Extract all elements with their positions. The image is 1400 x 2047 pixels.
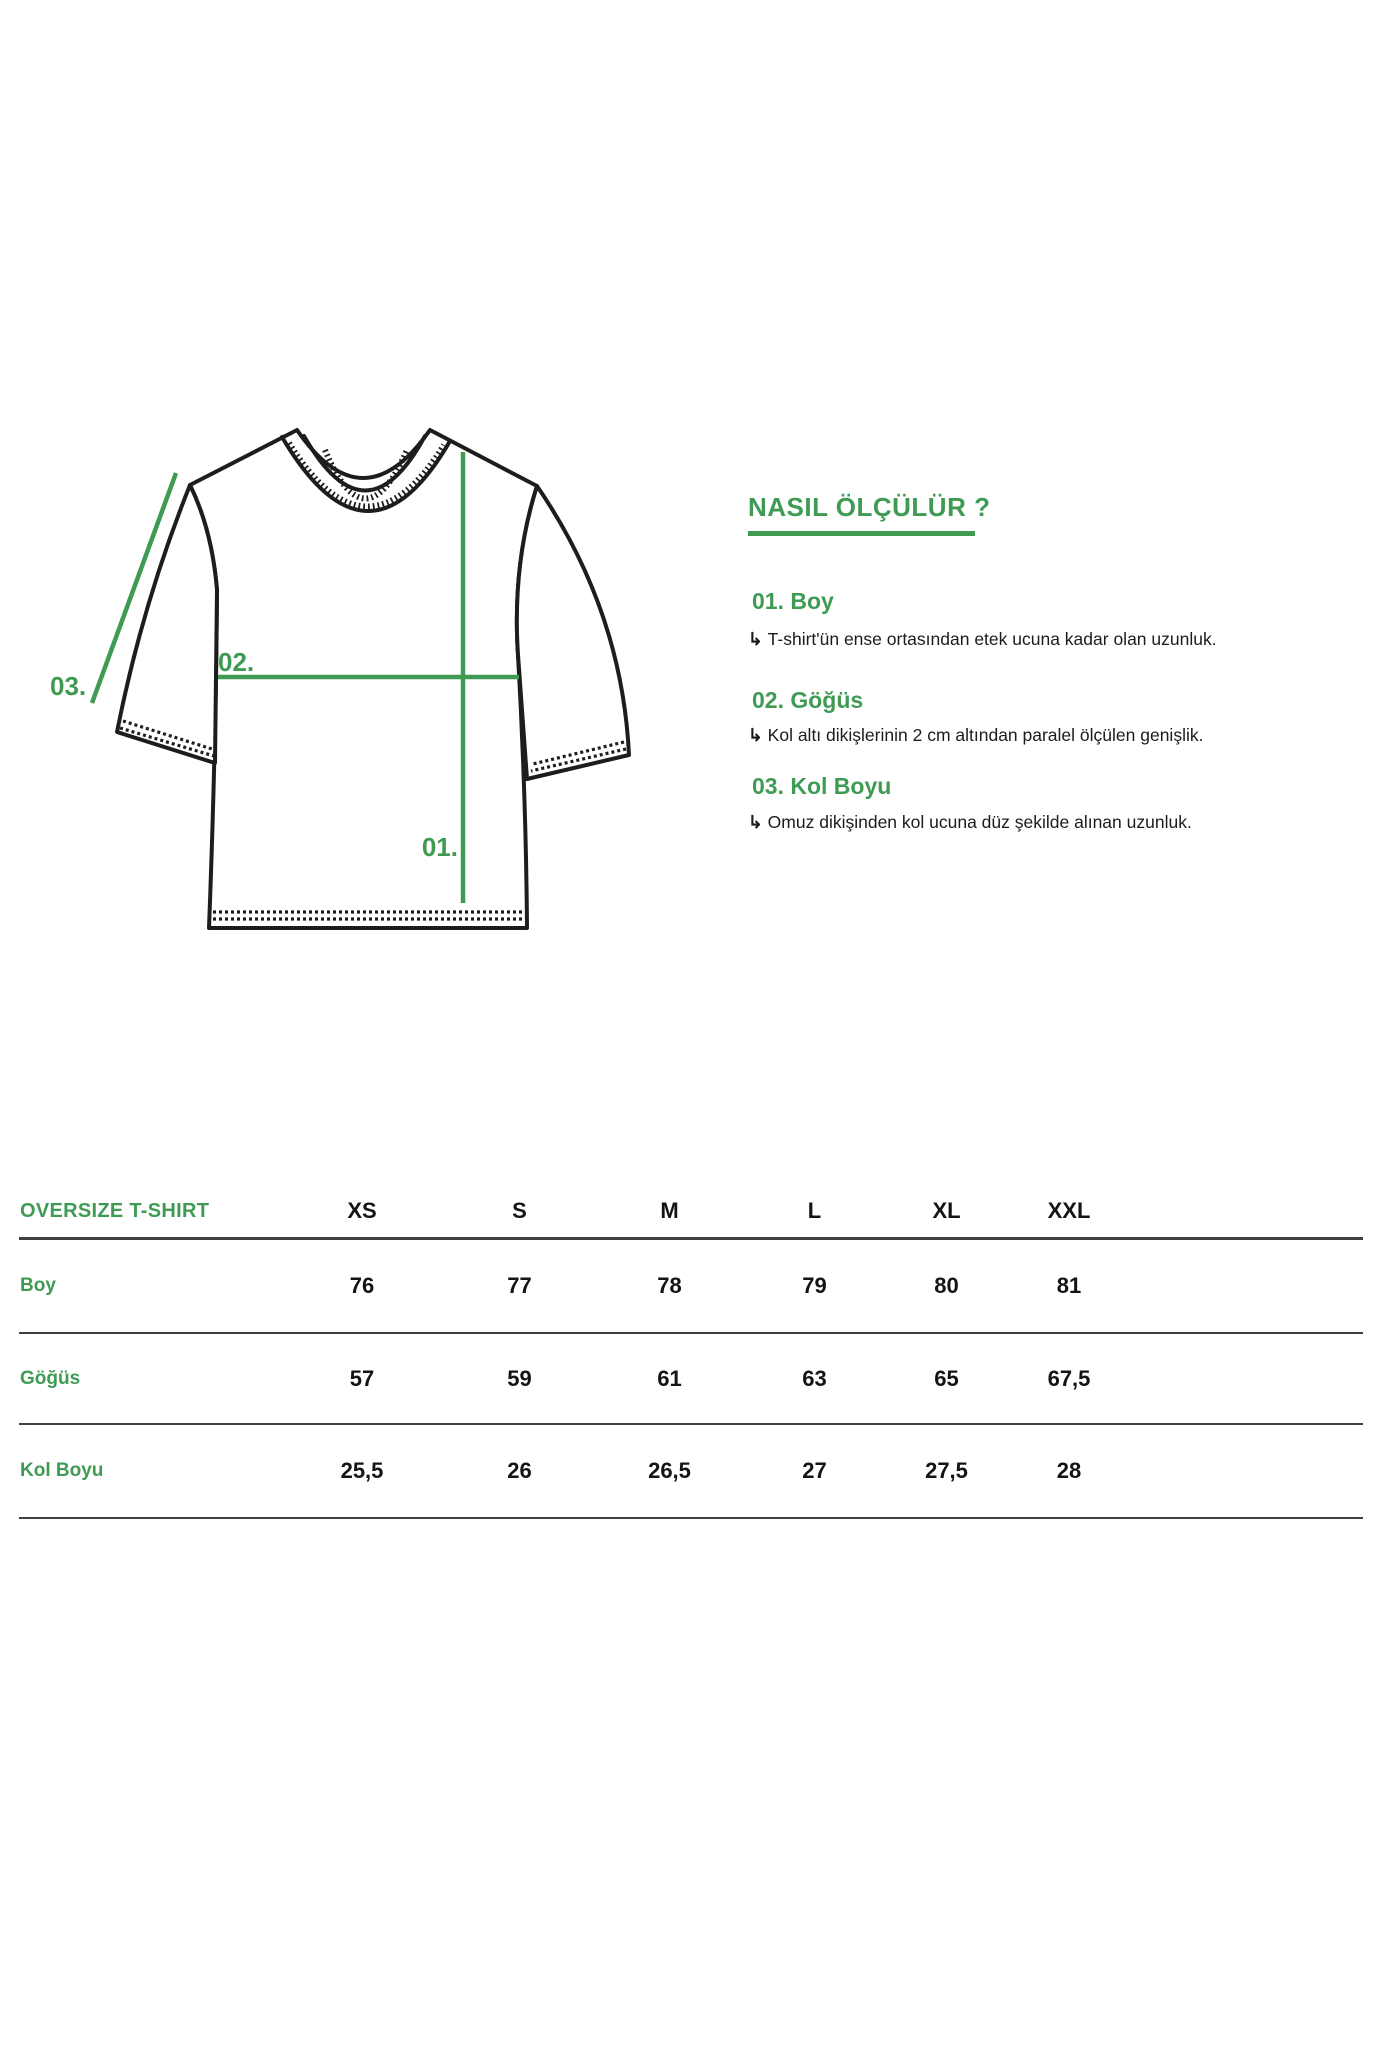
chest-measure-label: 02. — [218, 647, 255, 677]
measure-section-desc-kol-boyu — [748, 812, 1192, 833]
tshirt-measurement-diagram — [30, 395, 690, 955]
measure-desc-text: Omuz dikişinden kol ucuna düz şekilde alınan uzunluk. — [767, 812, 1192, 832]
size-col-m: M — [660, 1198, 679, 1223]
gogus-xs: 57 — [349, 1365, 375, 1391]
gogus-xxl: 67,5 — [1047, 1365, 1091, 1391]
branch-arrow-icon: ↳ — [748, 629, 763, 649]
size-col-xs: XS — [347, 1198, 377, 1223]
length-measure-label: 01. — [421, 832, 458, 862]
measure-desc-text: T-shirt'ün ense ortasından etek ucuna kadar olan uzunluk. — [767, 629, 1217, 649]
kol-boyu-m: 26,5 — [648, 1458, 691, 1483]
size-col-xl: XL — [932, 1198, 961, 1223]
measure-section-heading-kol-boyu: 03. Kol Boyu — [752, 773, 892, 799]
branch-arrow-icon: ↳ — [748, 725, 763, 745]
gogus-m: 61 — [657, 1365, 682, 1391]
tshirt-left-sleeve — [117, 485, 217, 763]
size-col-xxl: XXL — [1047, 1198, 1091, 1223]
boy-s: 77 — [507, 1273, 532, 1298]
size-table-title: OVERSIZE T-SHIRT — [20, 1199, 210, 1222]
size-table — [19, 1185, 1363, 1519]
gogus-xl: 65 — [934, 1365, 959, 1391]
table-row-kol-boyu — [19, 1425, 1363, 1519]
boy-m: 78 — [657, 1273, 682, 1298]
measure-section-desc-gogus — [748, 725, 1203, 746]
gogus-l: 63 — [802, 1365, 827, 1391]
gogus-s: 59 — [507, 1365, 532, 1391]
row-label-kol-boyu: Kol Boyu — [20, 1460, 104, 1481]
table-row-gogus — [19, 1334, 1363, 1425]
how-to-measure-title: NASIL ÖLÇÜLÜR ? — [748, 492, 991, 522]
boy-l: 79 — [802, 1273, 827, 1298]
measure-section-heading-boy: 01. Boy — [752, 588, 834, 614]
kol-boyu-xs: 25,5 — [340, 1458, 384, 1483]
title-underline — [748, 531, 975, 536]
row-label-boy: Boy — [20, 1275, 56, 1296]
kol-boyu-xl: 27,5 — [925, 1458, 968, 1483]
row-label-gogus: Göğüs — [20, 1367, 81, 1389]
boy-xl: 80 — [934, 1273, 959, 1298]
size-col-l: L — [807, 1198, 822, 1223]
sleeve-measure-label: 03. — [50, 671, 87, 701]
branch-arrow-icon: ↳ — [748, 812, 763, 832]
boy-xxl: 81 — [1056, 1273, 1082, 1298]
kol-boyu-s: 26 — [507, 1458, 532, 1483]
table-row-boy — [19, 1240, 1363, 1334]
kol-boyu-xxl: 28 — [1056, 1458, 1082, 1483]
kol-boyu-l: 27 — [802, 1458, 827, 1483]
size-col-s: S — [512, 1198, 527, 1223]
measure-section-heading-gogus: 02. Göğüs — [752, 687, 864, 713]
tshirt-right-sleeve — [517, 486, 629, 779]
measure-section-desc-boy — [748, 629, 1217, 650]
boy-xs: 76 — [349, 1273, 375, 1298]
measure-desc-text: Kol altı dikişlerinin 2 cm altından paralel ölçülen genişlik. — [767, 725, 1204, 745]
size-table-header-row — [19, 1185, 1363, 1240]
